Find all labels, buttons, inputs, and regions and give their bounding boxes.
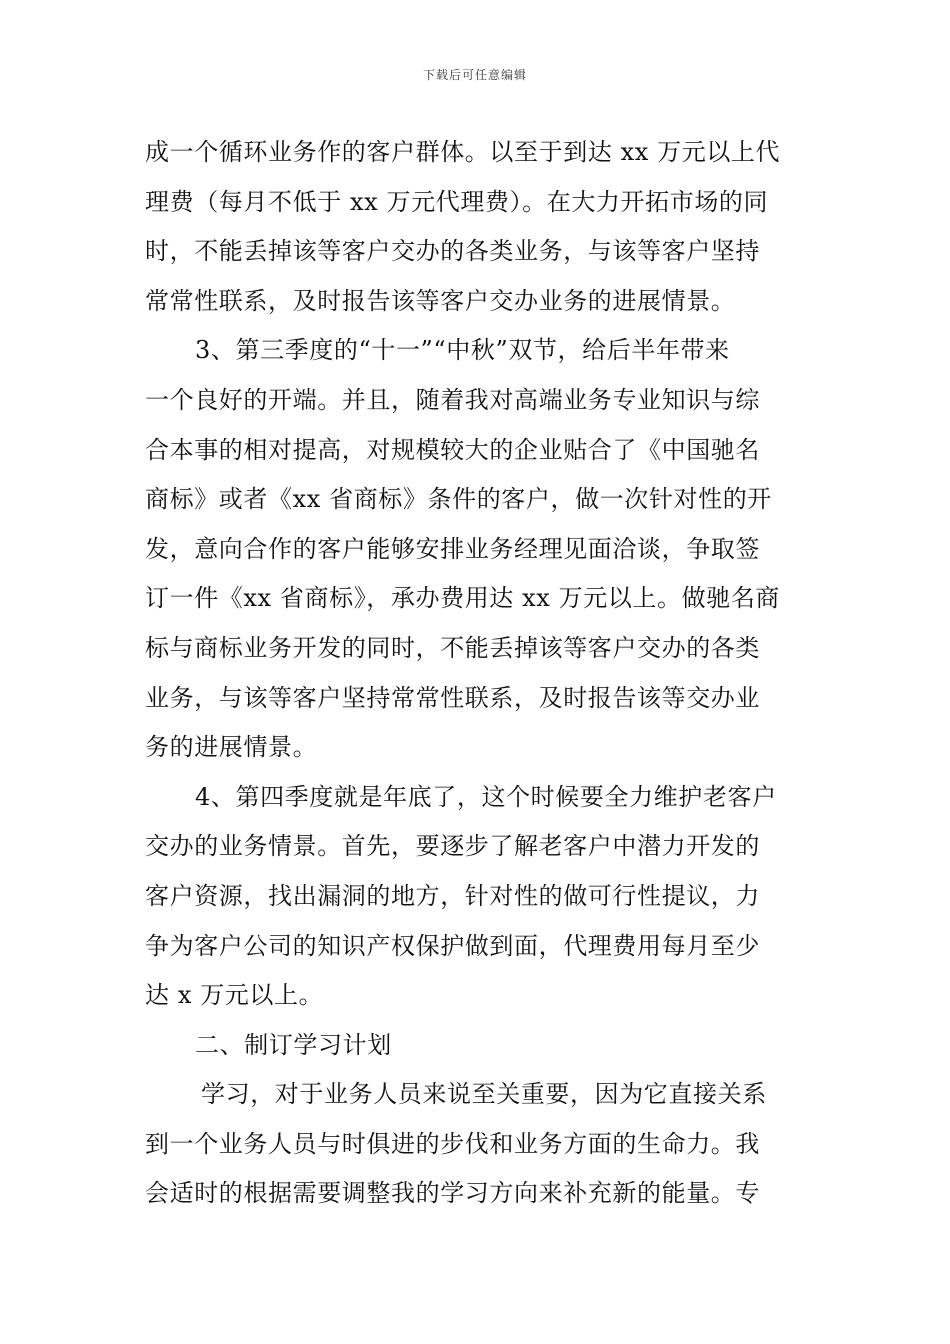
text-line: 时，不能丢掉该等客户交办的各类业务，与该等客户坚持: [145, 237, 760, 266]
page-header: 下载后可任意编辑: [422, 68, 527, 82]
text-line: 务的进展情景。: [145, 733, 318, 762]
text-line: 标与商标业务开发的同时，不能丢掉该等客户交办的各类: [145, 633, 760, 662]
paragraph-start-line: 学习，对于业务人员来说至关重要，因为它直接关系: [201, 1080, 767, 1109]
text-line: 成一个循环业务作的客户群体。以至于到达 xx 万元以上代: [145, 138, 781, 166]
text-line: 商标》或者《xx 省商标》条件的客户，做一次针对性的开: [145, 485, 772, 514]
text-line: 会适时的根据需要调整我的学习方向来补充新的能量。专: [145, 1179, 760, 1208]
text-line: 理费（每月不低于 xx 万元代理费）。在大力开拓市场的同: [145, 187, 769, 216]
text-line: 到一个业务人员与时俱进的步伐和业务方面的生命力。我: [145, 1129, 760, 1158]
body-text: [145, 128, 815, 1219]
text-line: 达 x 万元以上。: [145, 981, 324, 1010]
section-heading: 二、制订学习计划: [195, 1030, 392, 1059]
text-line: 客户资源，找出漏洞的地方，针对性的做可行性提议，力: [145, 881, 760, 910]
text-line: 订一件《xx 省商标》，承办费用达 xx 万元以上。做驰名商: [145, 584, 781, 613]
text-line: 争为客户公司的知识产权保护做到面，代理费用每月至少: [145, 931, 760, 960]
text-line: 业务，与该等客户坚持常常性联系，及时报告该等交办业: [145, 683, 760, 712]
paragraph-start-line: 4、第四季度就是年底了，这个时候要全力维护老客户: [195, 782, 777, 811]
paragraph-start-line: 3、第三季度的“十一”“中秋”双节，给后半年带来: [195, 336, 730, 365]
text-line: 合本事的相对提高，对规模较大的企业贴合了《中国驰名: [145, 435, 760, 464]
text-line: 一个良好的开端。并且，随着我对高端业务专业知识与综: [145, 385, 760, 414]
text-line: 发，意向合作的客户能够安排业务经理见面洽谈，争取签: [145, 534, 760, 563]
text-line: 常常性联系，及时报告该等客户交办业务的进展情景。: [145, 286, 736, 315]
text-line: 交办的业务情景。首先，要逐步了解老客户中潜力开发的: [145, 832, 760, 861]
